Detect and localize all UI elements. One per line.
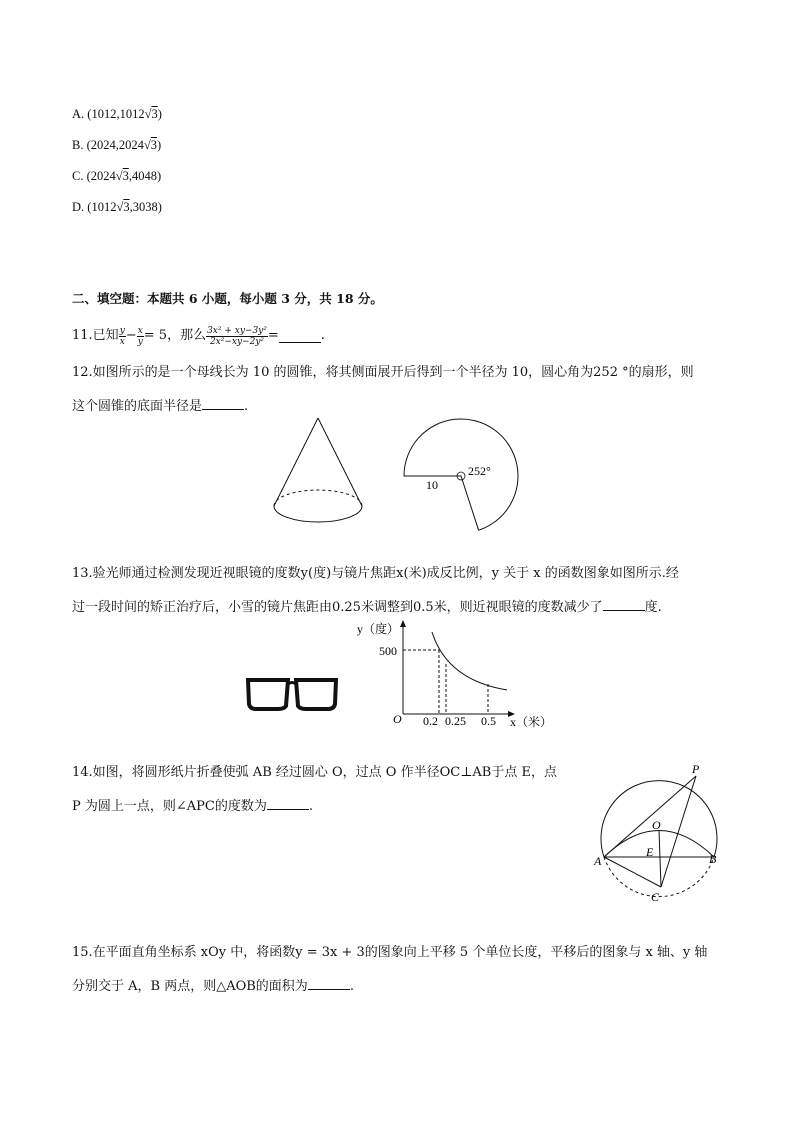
x-tick-0.2: 0.2 [423,714,438,728]
glasses-left-lens [248,680,288,709]
option-d [72,198,162,216]
q13-line2 [72,597,662,617]
option-c-text: C. (2024 [72,169,116,183]
option-b-root: 3 [150,138,157,152]
inverse-curve [432,632,507,690]
cone-figure [268,412,368,527]
cone-slant-left [274,418,318,506]
function-graph [355,618,555,730]
option-b-text: B. (2024,2024 [72,138,144,152]
cone-base-front [274,506,362,522]
answer-blank [267,796,309,810]
q14-line2 [72,796,313,816]
y-tick-500: 500 [379,644,397,658]
q13-line2-end: 度. [644,600,662,615]
label-o: O [652,818,661,832]
option-c-tail: ,4048) [128,169,162,183]
answer-blank [279,329,321,343]
sector-figure [398,412,528,534]
sector-angle-label: 252° [468,464,491,478]
sqrt-icon: √ [116,200,124,214]
option-a-text: A. (1012,1012 [72,107,145,121]
option-b-tail: ) [157,138,162,152]
q13-line2-text: 过一段时间的矫正治疗后，小雪的镜片焦距由0.25米调整到0.5米，则近视眼镜的度数减少了 [72,600,603,615]
answer-blank [202,396,244,410]
sqrt-icon: √ [143,138,151,152]
origin-label: O [393,712,402,726]
q11-prefix: 11.已知 [72,328,119,343]
glasses-right-lens [296,680,336,709]
q15-line2-text: 分别交于 A，B 两点，则△AOB的面积为 [72,979,308,994]
x-tick-0.5: 0.5 [481,714,496,728]
x-tick-0.25: 0.25 [445,714,466,728]
cone-base-back [274,490,362,506]
q14-line1: 14.如图，将圆形纸片折叠使弧 AB 经过圆心 O，过点 O 作半径OC⊥AB于点 E，点 [72,765,557,780]
sqrt-icon: √ [115,169,123,183]
q11-eq: = 5，那么 [143,328,207,343]
q11-tail: = [267,328,279,343]
q15-line1: 15.在平面直角坐标系 xOy 中，将函数y = 3x + 3的图象向上平移 5 个单位长度，平移后的图象与 x 轴、y 轴 [72,945,708,960]
option-c [72,167,161,185]
circle-figure [590,760,730,910]
q15-line2 [72,976,354,996]
q11-fraction-3 [206,326,268,347]
option-b [72,136,161,154]
label-e: E [646,845,654,859]
answer-blank [308,976,350,990]
q11-frac1-den: x [119,336,125,347]
sector-outline [404,419,518,530]
q11-frac3-num: 3x² + xy−3y² [207,325,267,336]
q14-line2-text: P 为圆上一点，则∠APC的度数为 [72,799,267,814]
q11-frac2-num: x [137,325,143,336]
q11-frac2-den: y [137,336,143,347]
q11-frac1-num: y [119,325,125,336]
q11-end: . [320,328,325,343]
glasses-bridge [288,683,296,685]
question-11 [72,320,325,352]
sqrt-icon: √ [144,107,152,121]
q13-line1: 13.验光师通过检测发现近视眼镜的度数y(度)与镜片焦距x(米)成反比例，y 关于 x 的函数图象如图所示.经 [72,566,679,581]
sector-radius-label: 10 [426,478,438,492]
option-d-tail: ,3038) [129,200,162,214]
label-p: P [692,762,700,776]
option-d-text: D. (1012 [72,200,117,214]
q11-frac3-den: 2x²−xy−2y² [209,336,265,347]
y-axis-arrow-icon [400,620,406,627]
segment-oc [659,830,661,887]
section-heading: 二、填空题：本题共 6 小题，每小题 3 分，共 18 分。 [72,291,383,306]
x-axis-label: x（米） [510,715,553,729]
q12-line1: 12.如图所示的是一个母线长为 10 的圆锥，将其侧面展开后得到一个半径为 10，圆心角为252 °的扇形，则 [72,365,694,380]
segment-pc [661,776,696,887]
q14-end: . [308,799,313,814]
option-d-root: 3 [123,200,130,214]
glasses-icon [244,676,340,712]
option-c-root: 3 [122,169,129,183]
label-c: C [651,890,660,904]
option-a [72,105,162,123]
q11-minus: − [125,328,137,343]
label-b: B [709,852,717,866]
option-a-root: 3 [151,107,158,121]
q15-end: . [349,979,354,994]
q11-fraction-2 [137,326,144,347]
q12-line2 [72,396,248,416]
option-a-tail: ) [157,107,162,121]
cone-slant-right [318,418,362,506]
q11-fraction-1 [119,326,126,347]
y-axis-label: y（度） [357,622,400,636]
q12-end: . [244,399,249,414]
q12-line2-text: 这个圆锥的底面半径是 [72,399,203,414]
label-a: A [594,854,602,868]
answer-blank [603,597,645,611]
segment-ac [604,857,661,887]
